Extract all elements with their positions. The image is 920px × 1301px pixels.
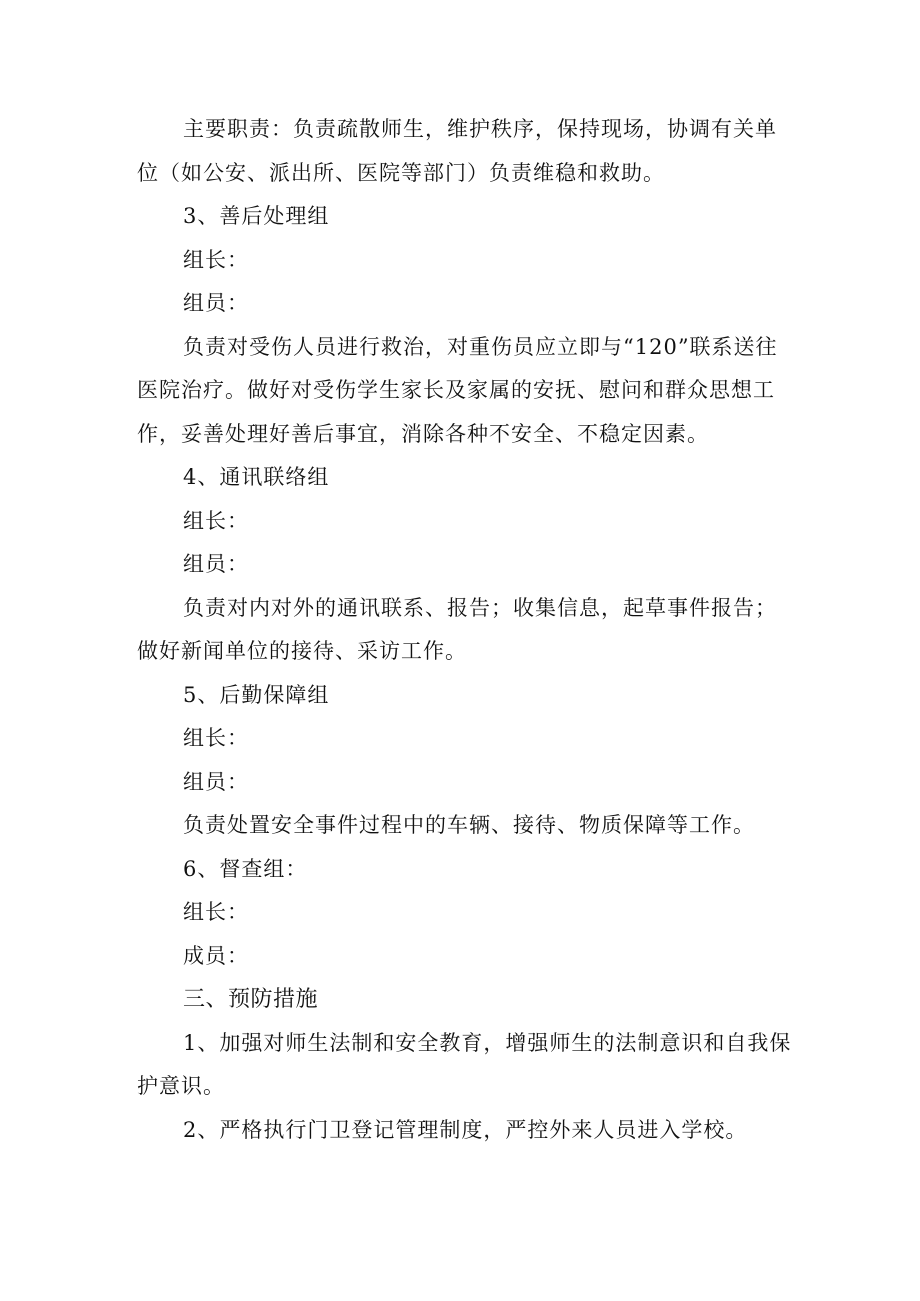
leader-line: 组长： [183, 508, 249, 533]
member-line: 组员： [183, 769, 249, 794]
document-body [137, 108, 797, 1152]
member-line: 成员： [183, 943, 249, 968]
prevention-item-2: 2、严格执行门卫登记管理制度，严控外来人员进入学校。 [183, 1117, 748, 1142]
communication-duty-paragraph: 负责对内对外的通讯联系、报告；收集信息，起草事件报告；做好新闻单位的接待、采访工作。 [137, 595, 777, 663]
chapter-heading-prevention: 三、预防措施 [183, 987, 319, 1012]
section-heading-supervision: 6、督查组： [183, 856, 308, 881]
member-line: 组员： [183, 291, 249, 315]
section-heading-aftercare: 3、善后处理组 [183, 204, 330, 228]
member-line: 组员： [183, 552, 249, 576]
logistics-duty-paragraph: 负责处置安全事件过程中的车辆、接待、物质保障等工作。 [183, 813, 755, 837]
section-heading-logistics: 5、后勤保障组 [183, 682, 330, 707]
duty-paragraph: 主要职责：负责疏散师生，维护秩序，保持现场，协调有关单位（如公安、派出所、医院等部门）负责维稳和救助。 [137, 117, 777, 185]
section-heading-communication: 4、通讯联络组 [183, 465, 330, 489]
leader-line: 组长： [183, 247, 249, 272]
leader-line: 组长： [183, 726, 249, 750]
aftercare-duty-paragraph: 负责对受伤人员进行救治，对重伤员应立即与“120”联系送往医院治疗。做好对受伤学生家长及家属的安抚、慰问和群众思想工作，妥善处理好善后事宜，消除各种不安全、不稳定因素。 [137, 334, 778, 446]
leader-line: 组长： [183, 900, 249, 924]
prevention-item-1: 1、加强对师生法制和安全教育，增强师生的法制意识和自我保护意识。 [137, 1030, 792, 1098]
